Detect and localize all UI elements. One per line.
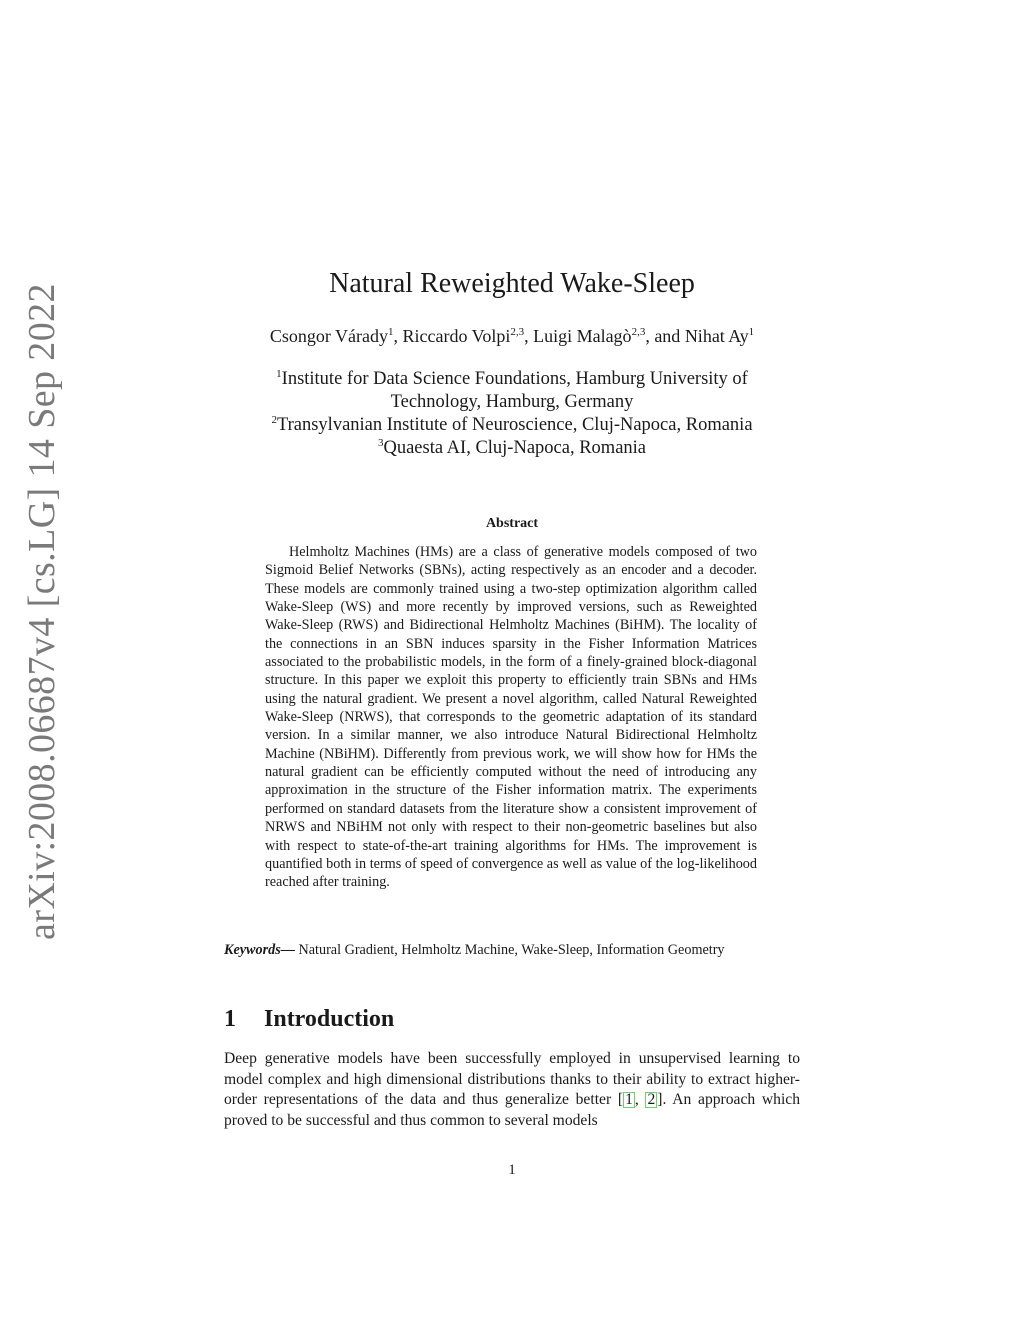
keywords-paragraph (224, 940, 800, 960)
section-title: Introduction (264, 1006, 395, 1032)
author-separator: , (524, 326, 534, 346)
affiliation-line: Technology, Hamburg, Germany (390, 392, 634, 412)
section-heading-introduction (224, 1006, 394, 1033)
affiliation-mark: 3 (377, 436, 384, 449)
citation-link-2[interactable]: 2 (647, 1091, 656, 1109)
affiliation-mark: 2 (271, 413, 277, 426)
author-name: Csongor Várady (269, 326, 388, 346)
author-affiliation-mark: 2,3 (510, 326, 525, 338)
author-separator: , and (645, 326, 685, 346)
affiliation-list (0, 368, 1024, 460)
affiliation-line: $^3$Quaesta AI, Cluj-Napoca, Romania (377, 436, 647, 458)
page-number: 1 (508, 1162, 516, 1178)
author-affiliation-mark: 1 (748, 326, 755, 338)
affiliation-line: $^1$Institute for Data Science Foundations, Hamburg University of (276, 367, 748, 389)
author-affiliation-mark: 2,3 (631, 326, 646, 338)
abstract-body: Helmholtz Machines (HMs) are a class of generative models composed of two Sigmoid Belief Networks (SBNs), acting respectively as an encoder and a decoder. These models are commonly trained using a two-step optimization algorithm called Wake-Sleep (WS) and more recently by improved versions, such as Reweighted Wake-Sleep (RWS) and Bidirectional Helmholtz Machines (BiHM). The locality of the connections in an SBN induces sparsity in the Fisher Information Matrices associated to the probabilistic models, in the form of a finely-grained block-diagonal structure. In this paper we exploit this property to efficiently train SBNs and HMs using the natural gradient. We present a novel algorithm, called Natural Reweighted Wake-Sleep (NRWS), that corresponds to the geometric adaptation of its standard version. In a similar manner, we also introduce Natural Bidirectional Helmholtz Machine (NBiHM). Differently from previous work, we will show how for HMs the natural gradient can be efficiently computed without the need of introducing any approximation in the structure of the Fisher information matrix. The experiments performed on standard datasets from the literature show a consistent improvement of NRWS and NBiHM not only with respect to their non-geometric baselines but also with respect to state-of-the-art training algorithms for HMs. The improvement is quantified both in terms of speed of convergence as well as value of the log-likelihood reached after training. (265, 544, 757, 891)
author-affiliation-mark: 1 (388, 326, 394, 338)
keywords-text: Natural Gradient, Helmholtz Machine, Wake-Sleep, Information Geometry (298, 942, 725, 958)
author-name: Riccardo Volpi (402, 326, 511, 346)
affiliation-mark: 1 (276, 367, 282, 380)
arxiv-identifier-stamp: arXiv:2008.06687v4 [cs.LG] 14 Sep 2022 (21, 283, 63, 940)
affiliation-line: $^2$Transylvanian Institute of Neuroscience, Cluj-Napoca, Romania (271, 413, 753, 435)
citation-link-1[interactable]: 1 (625, 1091, 633, 1109)
author-name: Nihat Ay (684, 326, 749, 346)
author-list (0, 326, 1024, 347)
introduction-paragraph: Deep generative models have been successfully employed in unsupervised learning to model complex and high dimensional distributions thanks to their ability to extract higher-order representations of the data and thus generalize better [ 1 , 2 ]. An approach which proved to be successful and thus common to several models (224, 1050, 800, 1129)
abstract-heading: Abstract (485, 516, 539, 531)
author-separator: , (393, 326, 403, 346)
paper-title: Natural Reweighted Wake-Sleep (329, 268, 695, 299)
keywords-label: Keywords— (224, 942, 295, 958)
section-number: 1 (224, 1006, 236, 1032)
author-name: Luigi Malagò (533, 326, 632, 346)
